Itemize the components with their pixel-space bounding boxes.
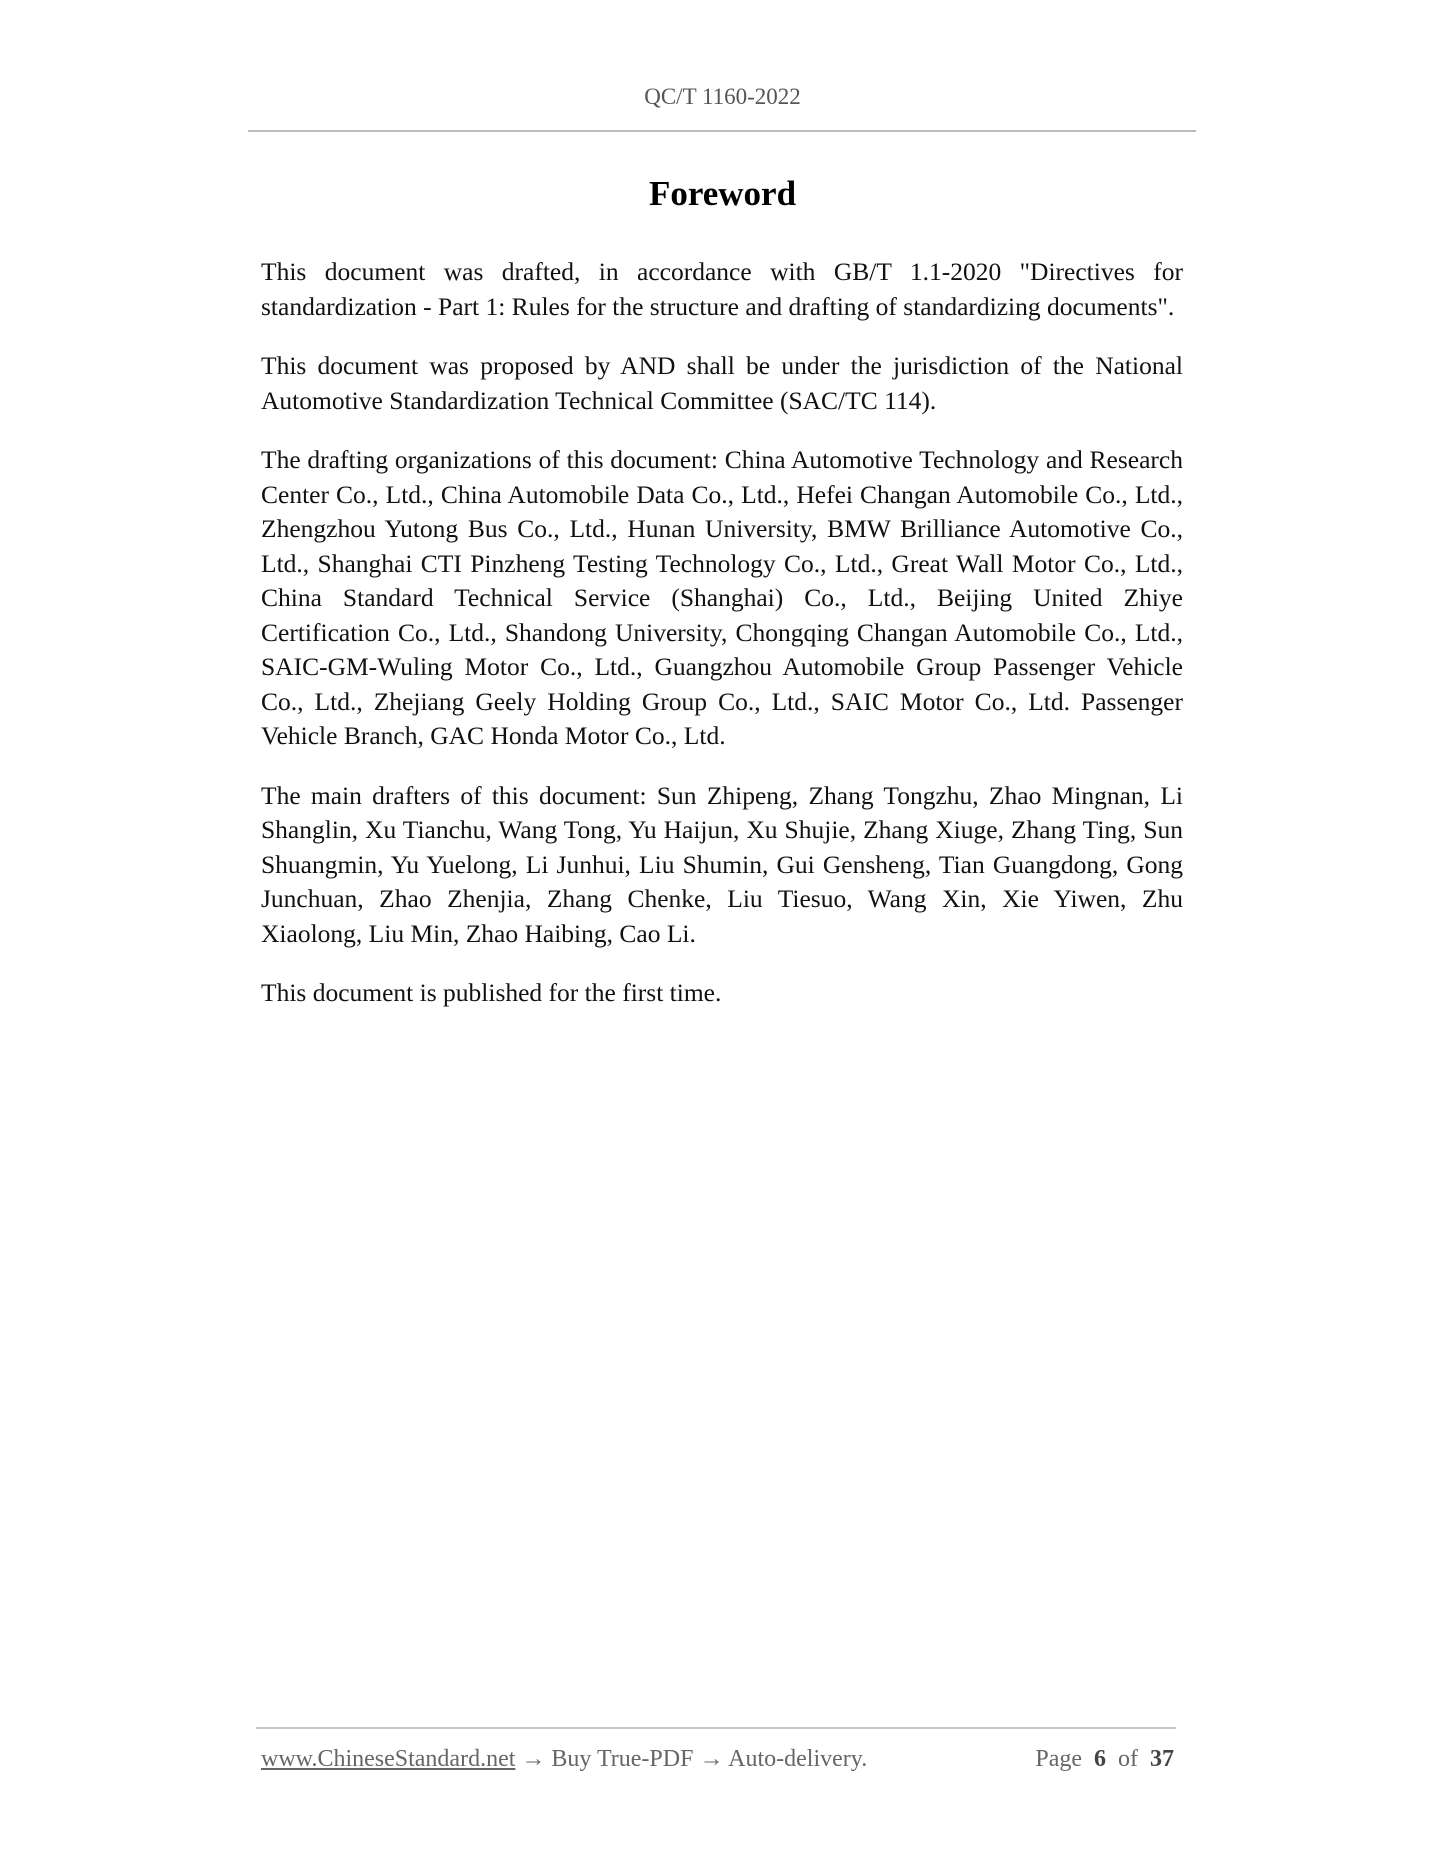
page-indicator <box>1035 1746 1174 1773</box>
website-link[interactable]: www.ChineseStandard.net <box>261 1746 516 1772</box>
paragraph-main-drafters: The main drafters of this document: Sun Zhipeng, Zhang Tongzhu, Zhao Mingnan, Li Shanglin, Xu Tianchu, Wang Tong, Yu Haijun, Xu Shujie, Zhang Xiuge, Zhang Ting, Sun Shuangmin, Yu Yuelong, Li Junhui, Liu Shumin, Gui Gensheng, Tian Guangdong, Gong Junchuan, Zhao Zhenjia, Zhang Chenke, Liu Tiesuo, Wang Xin, Xie Yiwen, Zhu Xiaolong, Liu Min, Zhao Haibing, Cao Li. <box>261 780 1183 948</box>
paragraph-jurisdiction: This document was proposed by AND shall be under the jurisdiction of the National Automotive Standardization Technical Committee (SAC/TC 114). <box>261 351 1183 415</box>
page-title: Foreword <box>648 174 797 213</box>
header-divider <box>248 130 1196 132</box>
page-label: Page <box>1035 1746 1082 1772</box>
paragraph-drafting-rules: This document was drafted, in accordance with GB/T 1.1-2020 "Directives for standardization - Part 1: Rules for the structure and drafting of standardizing documents". <box>261 257 1183 321</box>
arrow-right-icon: → <box>521 1746 546 1772</box>
footer-purchase-line <box>261 1746 867 1773</box>
page-header-code: QC/T 1160-2022 <box>644 84 801 109</box>
current-page-number: 6 <box>1094 1746 1106 1772</box>
arrow-right-icon: → <box>699 1746 724 1772</box>
footer-divider <box>256 1727 1176 1729</box>
of-label: of <box>1118 1746 1138 1772</box>
footer-step-buy: Buy True-PDF <box>551 1746 694 1772</box>
total-pages-number: 37 <box>1150 1746 1174 1772</box>
paragraph-drafting-organizations: The drafting organizations of this document: China Automotive Technology and Research Center Co., Ltd., China Automobile Data Co., Ltd., Hefei Changan Automobile Co., Ltd., Zhengzhou Yutong Bus Co., Ltd., Hunan University, BMW Brilliance Automotive Co., Ltd., Shanghai CTI Pinzheng Testing Technology Co., Ltd., Great Wall Motor Co., Ltd., China Standard Technical Service (Shanghai) Co., Ltd., Beijing United Zhiye Certification Co., Ltd., Shandong University, Chongqing Changan Automobile Co., Ltd., SAIC-GM-Wuling Motor Co., Ltd., Guangzhou Automobile Group Passenger Vehicle Co., Ltd., Zhejiang Geely Holding Group Co., Ltd., SAIC Motor Co., Ltd. Passenger Vehicle Branch, GAC Honda Motor Co., Ltd. <box>261 445 1183 750</box>
footer-step-delivery: Auto-delivery. <box>728 1746 868 1772</box>
foreword-body <box>261 255 1183 1036</box>
paragraph-first-publication: This document is published for the first time. <box>261 978 722 1007</box>
